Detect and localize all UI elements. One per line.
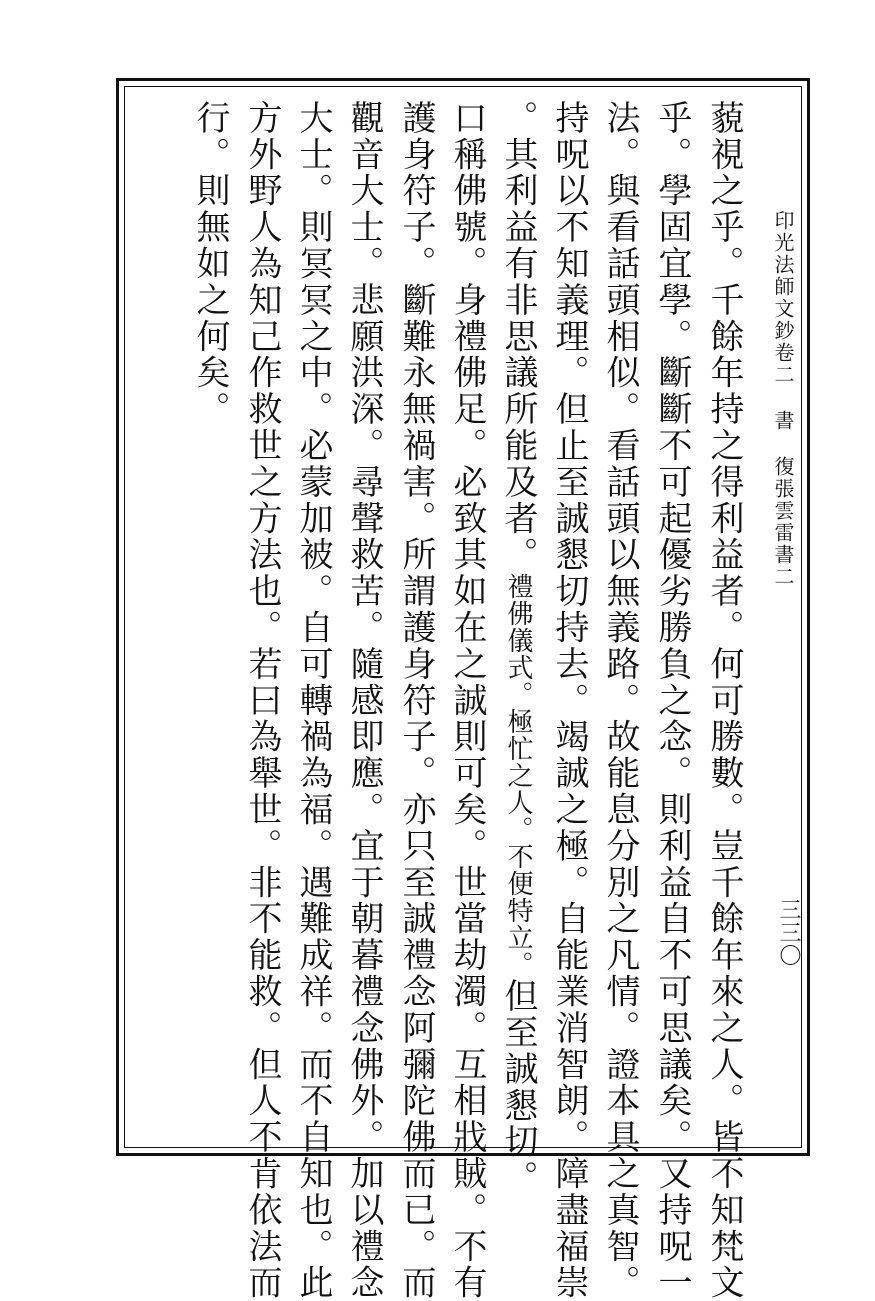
text-column-6: 口稱佛號。身禮佛足。必致其如在之誠則可矣。世當劫濁。互相戕賊。不有	[447, 100, 487, 1301]
book-title: 印光法師文鈔卷二	[771, 210, 795, 386]
column-5-text-a: 。其利益有非思議所能及者。	[498, 100, 538, 574]
text-column-8: 觀音大士。悲願洪深。尋聲救苦。隨感即應。宜于朝暮禮念佛外。加以禮念	[344, 100, 384, 1301]
text-column-2: 乎。學固宜學。斷斷不可起優劣勝負之念。則利益自不可思議矣。又持呪一	[652, 100, 692, 1301]
text-column-10: 方外野人為知己作救世之方法也。若曰為舉世。非不能救。但人不肯依法而	[242, 100, 282, 1301]
interlinear-note: 禮佛儀式。極忙之人。不便特立。	[503, 573, 533, 979]
column-5-text-b: 但至誠懇切。	[498, 978, 538, 1197]
page-number: 三三〇	[776, 898, 801, 967]
text-column-5	[496, 100, 540, 1197]
text-column-1: 藐視之乎。千餘年持之得利益者。何可勝數。豈千餘年來之人。皆不知梵文	[704, 100, 744, 1301]
text-column-4: 持呪以不知義理。但止至誠懇切持去。竭誠之極。自能業消智朗。障盡福崇	[549, 100, 589, 1301]
text-column-11: 行。則無如之何矣。	[190, 100, 230, 428]
text-column-3: 法。與看話頭相似。看話頭以無義路。故能息分別之凡情。證本具之真智。	[600, 100, 640, 1301]
running-header	[772, 210, 794, 588]
text-column-9: 大士。則冥冥之中。必蒙加被。自可轉禍為福。遇難成祥。而不自知也。此	[293, 100, 333, 1301]
letter-title: 復張雲雷書二	[771, 456, 795, 588]
text-column-7: 護身符子。斷難永無禍害。所謂護身符子。亦只至誠禮念阿彌陀佛而已。而	[396, 100, 436, 1301]
section-label: 書	[771, 410, 795, 432]
